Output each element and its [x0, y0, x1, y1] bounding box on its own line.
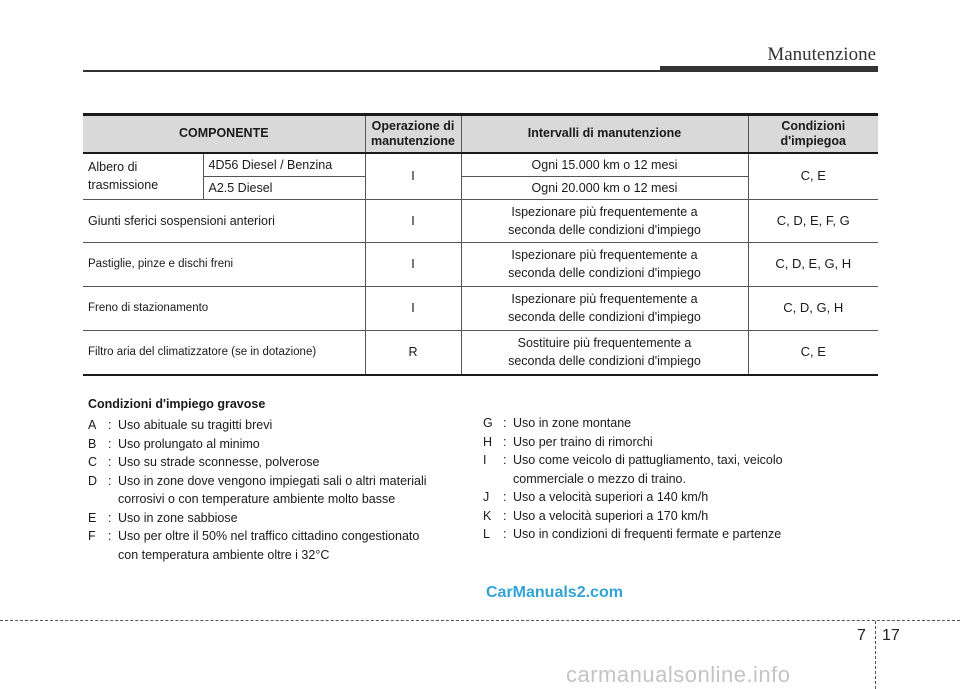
note-text: Uso a velocità superiori a 170 km/h: [513, 508, 709, 523]
note-item: [88, 527, 468, 564]
note-key: I: [483, 453, 487, 467]
interval-line: seconda delle condizioni d'impiego: [508, 310, 701, 324]
note-separator: :: [503, 527, 507, 541]
note-separator: :: [108, 510, 112, 525]
note-line: Uso come veicolo di pattugliamento, taxi, veicolo: [513, 453, 783, 467]
note-key: H: [483, 434, 493, 449]
table-row: [83, 330, 878, 375]
maintenance-table: [83, 113, 878, 376]
notes-title: Condizioni d'impiego gravose: [88, 397, 266, 411]
note-key: E: [88, 510, 97, 525]
conditions-cell: C, D, E, G, H: [748, 242, 878, 286]
note-key: D: [88, 473, 98, 488]
interval-cell: [461, 286, 748, 330]
note-separator: :: [503, 416, 507, 430]
note-key: G: [483, 416, 493, 430]
note-key: F: [88, 529, 96, 543]
operation-cell: I: [365, 286, 461, 330]
note-separator: :: [503, 434, 507, 449]
footer-rule: [0, 620, 960, 621]
interval-line: Ispezionare più frequentemente a: [511, 204, 698, 219]
note-item: [483, 451, 863, 488]
interval-line: seconda delle condizioni d'impiego: [508, 222, 701, 237]
table-row: [83, 286, 878, 330]
table-row: [83, 199, 878, 242]
note-separator: :: [503, 490, 507, 504]
operation-cell: R: [365, 330, 461, 375]
note-key: J: [483, 490, 490, 504]
component-cell: Giunti sferici sospensioni anteriori: [83, 199, 365, 242]
interval-cell: [461, 330, 748, 375]
note-text: Uso in zone montane: [513, 416, 632, 430]
note-text: [513, 451, 863, 488]
note-text: Uso per traino di rimorchi: [513, 434, 653, 449]
note-text: Uso in zone sabbiose: [118, 510, 238, 525]
note-separator: :: [108, 418, 112, 432]
note-key: B: [88, 436, 97, 451]
note-item: [483, 507, 863, 526]
header-rule-bold: [660, 66, 878, 72]
component-cell: Albero di trasmissione: [83, 153, 203, 200]
table-row: [83, 153, 878, 177]
conditions-cell: C, E: [748, 153, 878, 200]
note-line: con temperatura ambiente oltre i 32°C: [118, 547, 330, 562]
component-cell: Freno di stazionamento: [83, 286, 365, 330]
conditions-cell: C, D, G, H: [748, 286, 878, 330]
header-operation: Operazione di manutenzione: [365, 115, 461, 153]
page-number: 17: [882, 627, 900, 644]
note-line: corrosivi o con temperature ambiente molto basse: [118, 492, 396, 506]
table-header-row: [83, 115, 878, 153]
note-text: Uso su strade sconnesse, polverose: [118, 455, 320, 469]
note-text: [118, 472, 468, 509]
note-separator: :: [503, 453, 507, 467]
note-separator: :: [108, 436, 112, 451]
chapter-number: 7: [857, 627, 866, 644]
interval-line: Sostituire più frequentemente a: [517, 336, 692, 351]
note-key: K: [483, 508, 492, 523]
variant-cell: A2.5 Diesel: [203, 176, 365, 199]
note-item: [88, 435, 468, 454]
note-separator: :: [108, 455, 112, 469]
section-title: Manutenzione: [767, 44, 876, 65]
operation-cell: I: [365, 199, 461, 242]
header-intervals: Intervalli di manutenzione: [461, 115, 748, 153]
note-item: [88, 416, 468, 435]
variant-cell: 4D56 Diesel / Benzina: [203, 153, 365, 177]
interval-line: seconda delle condizioni d'impiego: [508, 266, 701, 280]
note-item: [88, 509, 468, 528]
note-text: Uso in condizioni di frequenti fermate e partenze: [513, 527, 782, 541]
site-watermark: carmanualsonline.info: [566, 662, 791, 687]
note-line: Uso in zone dove vengono impiegati sali o altri materiali: [118, 473, 427, 488]
interval-line: seconda delle condizioni d'impiego: [508, 354, 701, 369]
note-item: [88, 453, 468, 472]
conditions-cell: C, D, E, F, G: [748, 199, 878, 242]
operation-cell: I: [365, 242, 461, 286]
interval-cell: [461, 242, 748, 286]
conditions-cell: C, E: [748, 330, 878, 375]
note-separator: :: [108, 529, 112, 543]
interval-cell: [461, 199, 748, 242]
table-row: [83, 242, 878, 286]
header-conditions: Condizioni d'impiegoa: [748, 115, 878, 153]
notes-list-right: [483, 414, 863, 544]
component-cell: Filtro aria del climatizzatore (se in dotazione): [83, 330, 365, 375]
component-cell: Pastiglie, pinze e dischi freni: [83, 242, 365, 286]
interval-cell: Ogni 20.000 km o 12 mesi: [461, 176, 748, 199]
note-item: [88, 472, 468, 509]
note-text: Uso abituale su tragitti brevi: [118, 418, 273, 432]
interval-cell: Ogni 15.000 km o 12 mesi: [461, 153, 748, 177]
interval-line: Ispezionare più frequentemente a: [511, 248, 698, 262]
note-key: C: [88, 455, 98, 469]
note-separator: :: [503, 508, 507, 523]
note-text: [118, 527, 468, 564]
notes-list-left: [88, 416, 468, 564]
note-item: [483, 433, 863, 452]
note-text: Uso a velocità superiori a 140 km/h: [513, 490, 709, 504]
operation-cell: I: [365, 153, 461, 200]
note-item: [483, 414, 863, 433]
note-text: Uso prolungato al minimo: [118, 436, 260, 451]
note-item: [483, 525, 863, 544]
header-component: COMPONENTE: [83, 115, 365, 153]
note-line: Uso per oltre il 50% nel traffico cittadino congestionato: [118, 529, 420, 543]
note-key: L: [483, 527, 490, 541]
header-rule: [83, 70, 663, 72]
interval-line: Ispezionare più frequentemente a: [511, 292, 698, 306]
footer-divider: [875, 621, 876, 689]
note-separator: :: [108, 473, 112, 488]
note-item: [483, 488, 863, 507]
note-key: A: [88, 418, 97, 432]
watermark-link[interactable]: CarManuals2.com: [486, 584, 623, 601]
note-line: commerciale o mezzo di traino.: [513, 471, 686, 486]
